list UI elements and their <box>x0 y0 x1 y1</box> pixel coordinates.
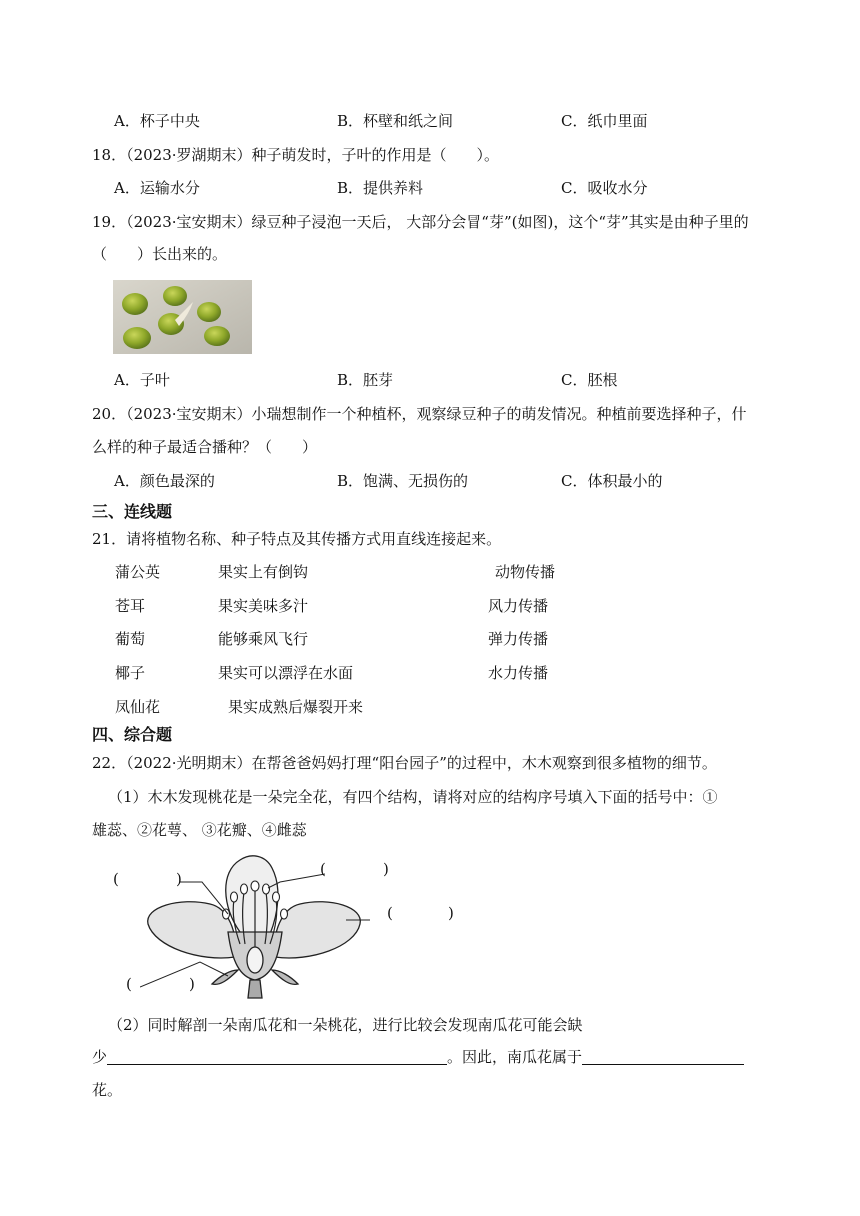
answer-blank-flower-type[interactable] <box>582 1048 744 1065</box>
q20-stem-line2: 么样的种子最适合播种？（ ） <box>92 438 318 456</box>
q18-option-c: C．吸收水分 <box>561 179 648 197</box>
q19-stem-line1: 19．（2023·宝安期末）绿豆种子浸泡一天后， 大部分会冒“芽”(如图)，这个“芽”其实是由种子里的 <box>92 213 749 231</box>
plant-name: 蒲公英 <box>115 563 161 581</box>
q20-option-c: C．体积最小的 <box>561 472 663 490</box>
dispersal-method: 动物传播 <box>495 563 556 581</box>
mung-bean-sprout-image <box>113 280 252 354</box>
label-bracket-open[interactable]: ( <box>113 870 119 888</box>
plant-name: 椰子 <box>115 664 146 682</box>
dispersal-method: 水力传播 <box>488 664 549 682</box>
q22-part2-text-a: 少 <box>92 1048 108 1066</box>
seed-feature: 果实成熟后爆裂开来 <box>228 698 364 716</box>
seed-feature: 果实美味多汁 <box>218 597 309 615</box>
label-bracket-open[interactable]: ( <box>320 860 326 878</box>
q20-stem-line1: 20．（2023·宝安期末）小瑞想制作一个种植杯，观察绿豆种子的萌发情况。种植前要选择种子，什 <box>92 405 747 423</box>
q18-option-a: A．运输水分 <box>114 179 200 197</box>
q19-option-b: B．胚芽 <box>337 371 394 389</box>
q19-option-a: A．子叶 <box>114 371 170 389</box>
dispersal-method: 弹力传播 <box>488 630 549 648</box>
q18-stem: 18．（2023·罗湖期末）种子萌发时，子叶的作用是（ ）。 <box>92 146 500 164</box>
q22-part2-line1: （2）同时解剖一朵南瓜花和一朵桃花，进行比较会发现南瓜花可能会缺 <box>108 1016 583 1034</box>
q19-option-c: C．胚根 <box>561 371 618 389</box>
plant-name: 苍耳 <box>115 597 146 615</box>
q18-option-b: B．提供养料 <box>337 179 424 197</box>
q20-option-b: B．饱满、无损伤的 <box>337 472 469 490</box>
q17-option-a: A．杯子中央 <box>114 112 200 130</box>
label-bracket-close[interactable]: ) <box>176 870 182 888</box>
peach-flower-diagram <box>140 852 370 1002</box>
q17-option-b: B．杯壁和纸之间 <box>337 112 454 130</box>
section-4-title: 四、综合题 <box>92 725 173 744</box>
section-3-title: 三、连线题 <box>92 502 173 521</box>
seed-feature: 果实上有倒钩 <box>218 563 309 581</box>
q22-part2-text-b: 。因此，南瓜花属于 <box>447 1048 583 1066</box>
q22-part1-line2: 雄蕊、②花萼、 ③花瓣、④雌蕊 <box>92 821 307 839</box>
label-bracket-open[interactable]: ( <box>126 975 132 993</box>
label-bracket-close[interactable]: ) <box>448 904 454 922</box>
q22-part2-line2 <box>92 1047 744 1067</box>
plant-name: 凤仙花 <box>115 698 161 716</box>
seed-feature: 能够乘风飞行 <box>218 630 309 648</box>
q22-part2-line3: 花。 <box>92 1081 123 1099</box>
answer-blank-missing-parts[interactable] <box>107 1048 447 1065</box>
q20-option-a: A．颜色最深的 <box>114 472 215 490</box>
q22-part1-line1: （1）木木发现桃花是一朵完全花，有四个结构，请将对应的结构序号填入下面的括号中：① <box>108 788 718 806</box>
q22-stem: 22．（2022·光明期末）在帮爸爸妈妈打理“阳台园子”的过程中，木木观察到很多植物的细节。 <box>92 754 717 772</box>
label-bracket-close[interactable]: ) <box>383 860 389 878</box>
q17-option-c: C．纸巾里面 <box>561 112 648 130</box>
seed-feature: 果实可以漂浮在水面 <box>218 664 354 682</box>
dispersal-method: 风力传播 <box>488 597 549 615</box>
label-bracket-open[interactable]: ( <box>387 904 393 922</box>
plant-name: 葡萄 <box>115 630 146 648</box>
q21-stem: 21．请将植物名称、种子特点及其传播方式用直线连接起来。 <box>92 530 502 548</box>
q19-stem-line2: （ ）长出来的。 <box>92 245 228 263</box>
label-bracket-close[interactable]: ) <box>189 975 195 993</box>
